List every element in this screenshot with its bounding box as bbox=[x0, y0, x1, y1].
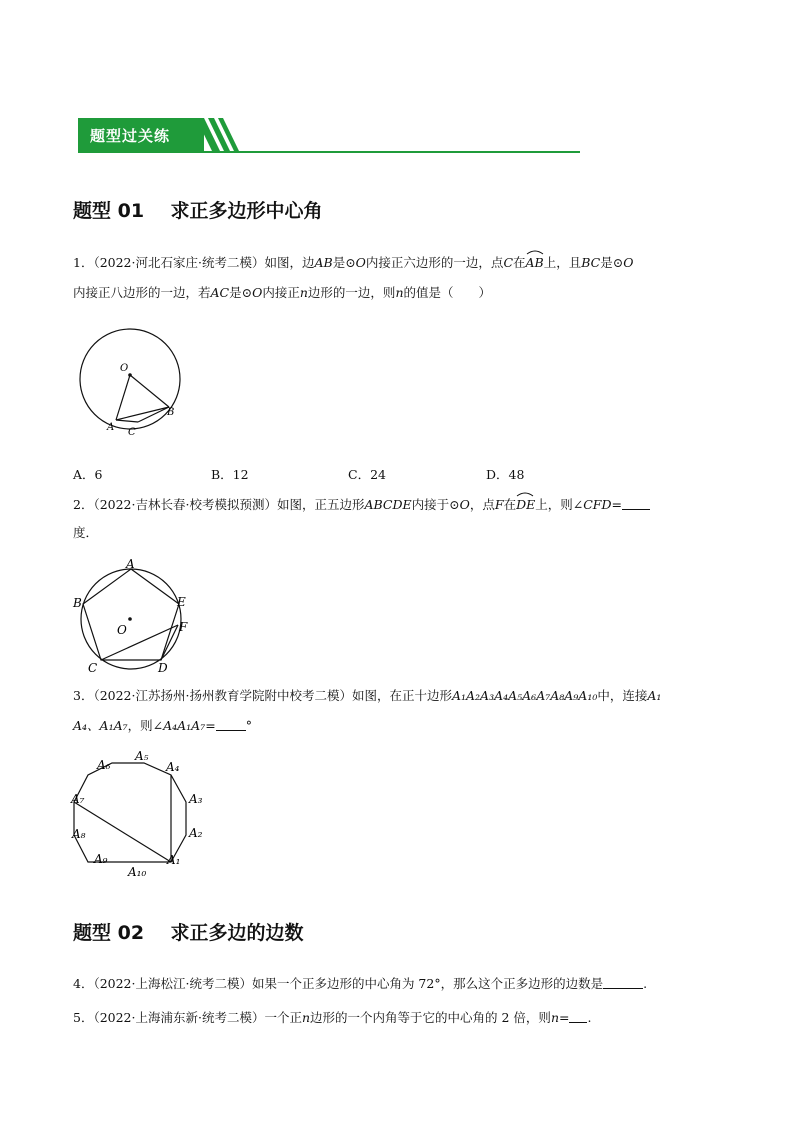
question-4: 4．（2022·上海松江·统考二模）如果一个正多边形的中心角为 72°，那么这个正多边形的边数是 . bbox=[73, 976, 648, 991]
question-3-line-1: 3．（2022·江苏扬州·扬州教育学院附中校考二模）如图，在正十边形A₁A₂A₃A₄A₅A₆A₇A₈A₉A₁₀中，连接A₁ bbox=[73, 688, 662, 703]
question-2-line-1: 2．（2022·吉林长春·校考模拟预测）如图，正五边形ABCDE内接于⊙O，点F在 DE上，则∠CFD= bbox=[73, 492, 650, 518]
label-a2: A₂ bbox=[189, 826, 203, 840]
center-point bbox=[128, 617, 132, 621]
label-a: A bbox=[107, 422, 115, 433]
figure-1-circle bbox=[74, 322, 189, 440]
answer-blank-2[interactable] bbox=[622, 495, 650, 510]
banner-label: 题型过关练 bbox=[90, 127, 171, 145]
label-a7: A₇ bbox=[71, 792, 85, 806]
label-a3: A₃ bbox=[189, 792, 203, 806]
label-a1: A₁ bbox=[167, 853, 181, 867]
label-d: D bbox=[158, 661, 168, 675]
label-e: E bbox=[177, 595, 186, 609]
section-title-02: 题型 02 求正多边的边数 bbox=[73, 922, 304, 944]
option-a[interactable]: A．6 bbox=[73, 467, 103, 482]
answer-blank-3[interactable] bbox=[216, 716, 246, 731]
banner-stripes-icon bbox=[196, 118, 240, 151]
question-1-line-1: 1．（2022·河北石家庄·统考二模）如图，边AB是⊙O内接正六边形的一边，点C在 AB上，且BC是⊙O bbox=[73, 250, 633, 276]
option-b[interactable]: B．12 bbox=[211, 467, 249, 482]
question-1-line-2: 内接正八边形的一边，若AC是⊙O内接正n边形的一边，则n的值是（ ） bbox=[73, 285, 492, 300]
label-a10: A₁₀ bbox=[128, 865, 147, 879]
figure-3-decagon bbox=[68, 748, 218, 883]
label-o: O bbox=[117, 623, 127, 637]
question-2-line-2: 度． bbox=[73, 525, 99, 540]
arc-ab: AB bbox=[526, 250, 544, 276]
arc-de: DE bbox=[516, 492, 535, 518]
segment-oa bbox=[116, 375, 130, 420]
figure-2-pentagon bbox=[70, 555, 195, 677]
label-c: C bbox=[128, 427, 136, 438]
question-5: 5．（2022·上海浦东新·统考二模）一个正n边形的一个内角等于它的中心角的 2 倍，则n= . bbox=[73, 1010, 592, 1025]
label-c: C bbox=[88, 661, 98, 675]
question-3-line-2: A₄、A₁A₇，则∠A₄A₁A₇= ° bbox=[73, 718, 252, 733]
segment-a1a7 bbox=[74, 802, 171, 862]
label-a: A bbox=[126, 557, 135, 571]
label-b: B bbox=[167, 407, 175, 418]
answer-blank-4[interactable] bbox=[603, 974, 643, 989]
section-title-01: 题型 01 求正多边形中心角 bbox=[73, 200, 323, 222]
label-a9: A₉ bbox=[94, 852, 108, 866]
label-a4: A₄ bbox=[166, 760, 180, 774]
label-a8: A₈ bbox=[72, 827, 86, 841]
label-o: O bbox=[120, 363, 129, 374]
label-a6: A₆ bbox=[97, 758, 111, 772]
segment-ob bbox=[130, 375, 169, 407]
label-a5: A₅ bbox=[135, 749, 149, 763]
label-b: B bbox=[73, 596, 82, 610]
section-banner bbox=[78, 118, 580, 154]
label-f: F bbox=[179, 620, 188, 634]
answer-blank-5[interactable] bbox=[569, 1008, 587, 1023]
circle-o bbox=[80, 329, 180, 429]
option-d[interactable]: D．48 bbox=[486, 467, 525, 482]
segment-ac bbox=[116, 420, 138, 422]
segment-cb bbox=[138, 407, 169, 422]
banner-underline bbox=[78, 151, 580, 153]
option-c[interactable]: C．24 bbox=[348, 467, 386, 482]
